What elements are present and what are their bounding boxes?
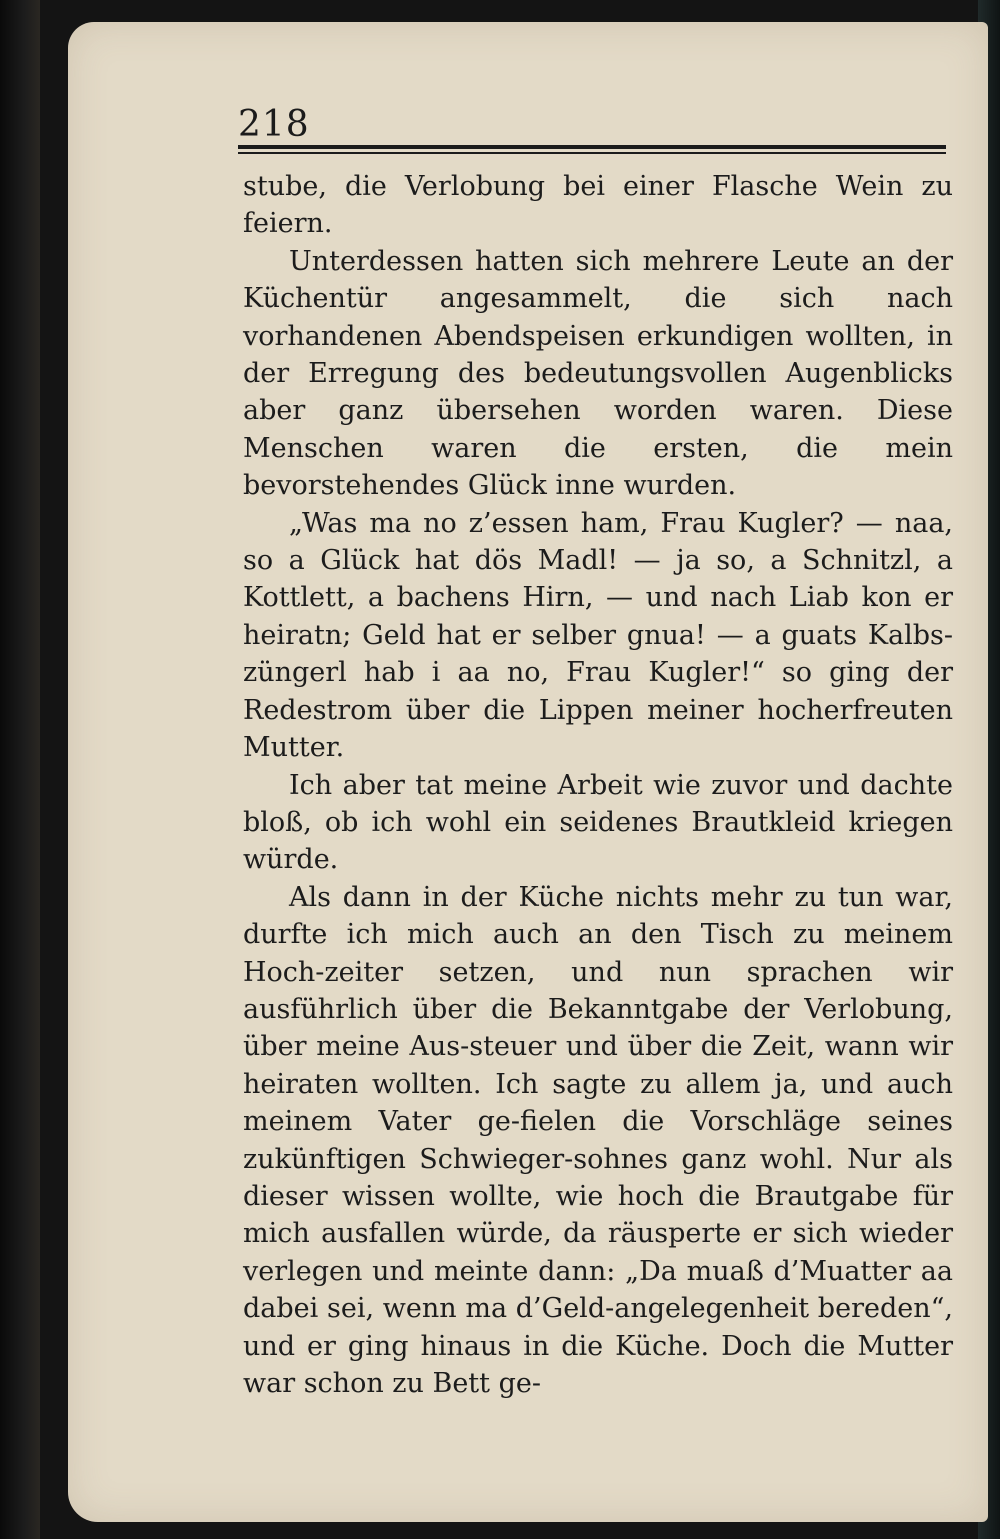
book-spine-edge	[0, 0, 40, 1539]
paragraph-4: Ich aber tat meine Arbeit wie zuvor und dachte bloß, ob ich wohl ein seidenes Brautkleid kriegen würde.	[243, 769, 953, 876]
body-text	[243, 168, 953, 1402]
header-rule	[238, 145, 946, 155]
paragraph-1: stube, die Verlobung bei einer Flasche Wein zu feiern.	[243, 171, 953, 240]
paragraph-5: Als dann in der Küche nichts mehr zu tun war, durfte ich mich auch an den Tisch zu meinem Hoch-zeiter setzen, und nun sprachen wir ausführlich über die Bekanntgabe der Verlobung, über meine Aus-steuer und über die Zeit, wann wir heiraten wollten. Ich sagte zu allem ja, und auch meinem Vater ge-fielen die Vorschläge seines zukünftigen Schwieger-sohnes ganz wohl. Nur als dieser wissen wollte, wie hoch die Brautgabe für mich ausfallen würde, da räusperte er sich wieder verlegen und meinte dann: „Da muaß d’Muatter aa dabei sei, wenn ma d’Geld-angelegenheit bereden“, und er ging hinaus in die Küche. Doch die Mutter war schon zu Bett ge-	[243, 881, 953, 1399]
header-rule-thin	[238, 152, 946, 154]
paragraph-3: „Was ma no z’essen ham, Frau Kugler? — naa, so a Glück hat dös Madl! — ja so, a Schnitzl, a Kottlett, a bachens Hirn, — und nach Liab kon er heiratn; Geld hat er selber gnua! — a guats Kalbs-züngerl hab i aa no, Frau Kugler!“ so ging der Redestrom über die Lippen meiner hocherfreuten Mutter.	[243, 507, 953, 764]
paragraph-2: Unterdessen hatten sich mehrere Leute an der Küchentür angesammelt, die sich nach vorhandenen Abendspeisen erkundigen wollten, in der Erregung des bedeutungsvollen Augenblicks aber ganz übersehen worden waren. Diese Menschen waren die ersten, die mein bevorstehendes Glück inne wurden.	[243, 245, 953, 502]
page-number: 218	[238, 104, 310, 145]
header-rule-thick	[238, 145, 946, 149]
